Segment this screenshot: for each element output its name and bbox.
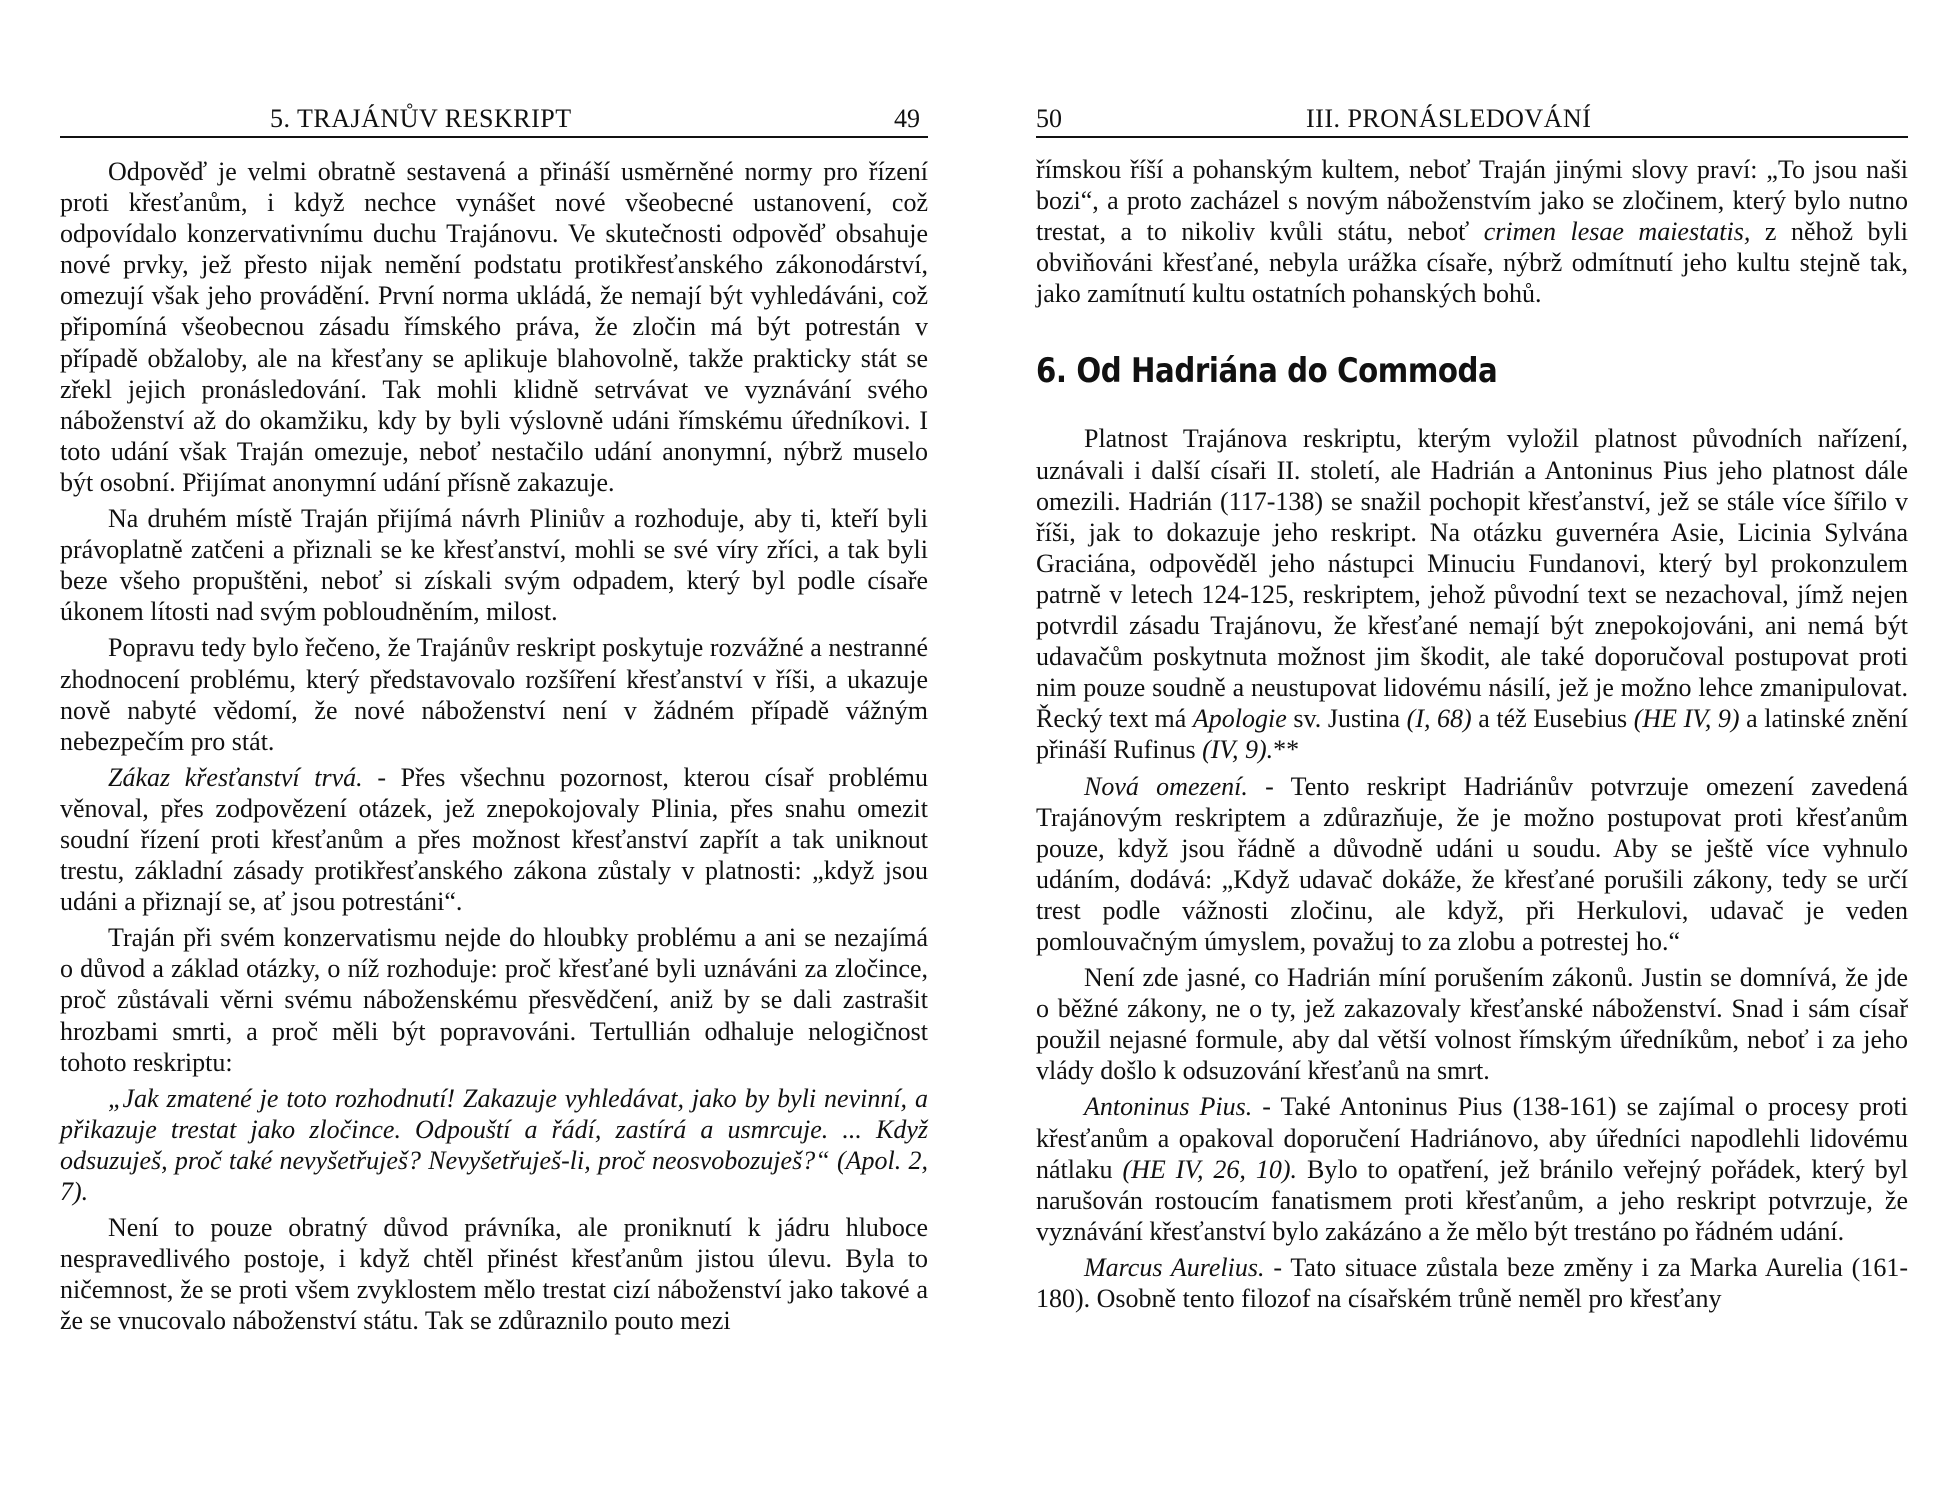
citation: (I, 68)	[1406, 704, 1472, 734]
right-running-head	[1036, 100, 1908, 138]
citation: (HE IV, 26, 10).	[1122, 1154, 1298, 1184]
work-title: Apologie	[1192, 704, 1287, 734]
runin-heading-zakaz: Zákaz křesťanství trvá.	[108, 762, 363, 792]
right-paragraph	[1036, 423, 1908, 765]
paragraph-text: - Přes všechnu pozornost, kterou císař problému věnoval, přes zodpovězení otázek, jež znepokojovaly Plinia, přes snahu omezit soudní řízení proti křesťanům a přes možnost křesťanství zapřít a tak uniknout trestu, základní zásady protikřesťanského zákona zůstaly v platnosti: „když jsou udáni a přiznají se, ať jsou potrestáni“.	[60, 762, 928, 917]
tertullian-quote: „Jak zmatené je toto rozhodnutí! Zakazuje vyhledávat, jako by byli nevinní, a přikazuje trestat jako zločince. Odpouští a řádí, zastírá a usmrcuje. ... Když odsuzuješ, proč také nevyšetřuješ? Nevyšetřuješ-li, proč neosvobozuješ?“ (Apol. 2, 7).	[60, 1083, 928, 1206]
left-paragraph: Traján při svém konzervatismu nejde do hloubky problému a ani se nezajímá o důvod a základ otázky, o níž rozhoduje: proč křesťané byli uznáváni za zločince, proč zůstávali věrni svému náboženskému přesvědčení, aniž by se dali zastrašit hrozbami smrti, a proč měli být popravováni. Tertullián odhaluje nelogičnost tohoto reskriptu:	[60, 923, 928, 1077]
paragraph-text: sv. Justina	[1286, 704, 1407, 734]
right-paragraph	[1036, 1091, 1908, 1246]
left-paragraph: Není to pouze obratný důvod právníka, ale proniknutí k jádru hluboce nespravedlivého postoje, i když chtěl přinést křesťanům jistou úlevu. Byla to ničemnost, že se proti všem zvyklostem mělo trestat cizí náboženství jako takové a že se vnucovalo náboženství státu. Tak se zdůraznilo pouto mezi	[60, 1213, 928, 1336]
footnote-marker: **	[1273, 735, 1300, 765]
right-body-text	[1036, 154, 1908, 1319]
chapter-heading: 6. Od Hadriána do Commoda	[1036, 351, 1498, 392]
paragraph-text: - Tento reskript Hadriánův potvrzuje omezení zavedená Trajánovým reskriptem a zdůrazňuje, že je možno postupovat proti křesťanům pouze, když jsou řádně a důvodně udáni u soudu. Aby se ještě více vyhnulo udáním, dodává: „Když udavač dokáže, že křesťané porušili zákony, tedy se určí trest podle vážnosti zločinu, ale když, při Herkulovi, udavač je veden pomlouvačným úmyslem, považuj to za zlobu a potrestej ho.“	[1036, 771, 1908, 956]
left-paragraph: Na druhém místě Traján přijímá návrh Pliniův a rozhoduje, aby ti, kteří byli právoplatně zatčeni a přiznali se ke křesťanství, mohli se své víry zříci, a tak byli beze všeho propuštěni, neboť si získali svým odpadem, který byl podle císaře úkonem lítosti nad svým pobloudněním, milost.	[60, 504, 928, 627]
right-running-title: III. PRONÁSLEDOVÁNÍ	[1306, 104, 1592, 133]
paragraph-text: Bylo to opatření, jež bránilo veřejný pořádek, který byl narušován rostoucím fanatismem proti křesťanům, a jeho reskript potvrzuje, že vyznávání křesťanství bylo zakázáno a že mělo být trestáno po řádném udání.	[1036, 1154, 1908, 1246]
paragraph-text: a latinské znění přináší Rufinus	[1036, 704, 1908, 765]
left-paragraph	[60, 762, 928, 917]
left-paragraph: Popravu tedy bylo řečeno, že Trajánův reskript poskytuje rozvážné a nestranné zhodnocení problému, který představovalo rozšíření křesťanství v říši, a ukazuje nově nabyté vědomí, že nové náboženství není v žádném případě vážným nebezpečím pro stát.	[60, 633, 928, 756]
right-paragraph	[1036, 1252, 1908, 1314]
left-page-number: 49	[894, 104, 920, 133]
paragraph-text: římskou říší a pohanským kultem, neboť Traján jinými slovy praví: „To jsou naši bozi“, a proto zacházel s novým náboženstvím jako se zločinem, který bylo nutno trestat, a to nikoliv kvůli státu, neboť	[1036, 155, 1908, 247]
left-running-head	[60, 100, 928, 138]
right-paragraph	[1036, 154, 1908, 309]
paragraph-text: z něhož byli obviňováni křesťané, nebyla urážka císaře, nýbrž odmítnutí jeho kultu stejně tak, jako zamítnutí kultu ostatních pohanských bohů.	[1036, 217, 1908, 309]
runin-heading-omezeni: Nová omezení.	[1084, 771, 1248, 801]
citation: (HE IV, 9)	[1633, 704, 1740, 734]
left-running-title: 5. TRAJÁNŮV RESKRIPT	[270, 104, 572, 133]
runin-heading-marcus: Marcus Aurelius.	[1084, 1252, 1265, 1282]
paragraph-text: - Také Antoninus Pius (138-161) se zajímal o procesy proti křesťanům a opakoval doporučení Hadriánovo, aby úředníci napodlehli lidovému nátlaku	[1036, 1092, 1908, 1184]
citation: (IV, 9).	[1202, 735, 1274, 765]
right-page-number: 50	[1036, 104, 1062, 133]
paragraph-text: - Tato situace zůstala beze změny i za Marka Aurelia (161-180). Osobně tento filozof na císařském trůně neměl pro křesťany	[1036, 1252, 1908, 1313]
latin-phrase: crimen lesae maiestatis,	[1483, 217, 1751, 247]
left-paragraph: Odpověď je velmi obratně sestavená a přináší usměrněné normy pro řízení proti křesťanům, i když nechce vynášet nové všeobecné ustanovení, což odpovídalo konzervativnímu duchu Trajánovu. Ve skutečnosti odpověď obsahuje nové prvky, jež přesto nijak nemění podstatu protikřesťanského zákonodárství, omezují však jeho provádění. První norma ukládá, že nemají být vyhledáváni, což připomíná všeobecnou zásadu římského práva, že zločin má být potrestán v případě obžaloby, ale na křesťany se aplikuje blahovolně, takže prakticky stát se zřekl jejich pronásledování. Tak mohli klidně setrvávat ve vyznávání svého náboženství až do okamžiku, kdy by byli výslovně udáni římskému úředníkovi. I toto udání však Traján omezuje, neboť nestačilo udání anonymní, nýbrž muselo být osobní. Přijímat anonymní udání přísně zakazuje.	[60, 157, 928, 497]
runin-heading-antoninus: Antoninus Pius.	[1084, 1092, 1253, 1122]
paragraph-text: Platnost Trajánova reskriptu, kterým vyložil platnost původních nařízení, uznávali i další císaři II. století, ale Hadrián a Antoninus Pius jeho platnost dále omezili. Hadrián (117-138) se snažil pochopit křesťanství, jež se stále více šířilo v říši, jak to dokazuje jeho reskript. Na otázku guvernéra Asie, Licinia Sylvána Graciána, odpověděl jeho nástupci Minuciu Fundanovi, který byl prokonzulem patrně v letech 124-125, reskriptem, jehož původní text se nezachoval, jímž nejen potvrdil zásadu Trajánovu, že křesťané nemají být znepokojováni, ani nemá být udavačům poskytnuta možnost jim škodit, ale také doporučoval postupovat proti nim pouze soudně a neustupovat lidovému násilí, jež je možno lehce zmanipulovat. Řecký text má	[1036, 424, 1908, 734]
right-paragraph	[1036, 771, 1908, 958]
left-body-text	[60, 156, 928, 1341]
paragraph-text: a též Eusebius	[1471, 704, 1634, 734]
right-paragraph: Není zde jasné, co Hadrián míní porušením zákonů. Justin se domnívá, že jde o běžné zákony, ne o ty, jež zakazovaly křesťanské náboženství. Snad i sám císař použil nejasné formule, aby dal větší volnost římským úředníkům, neboť i za jeho vlády došlo k odsuzování křesťanů na smrt.	[1036, 963, 1908, 1086]
